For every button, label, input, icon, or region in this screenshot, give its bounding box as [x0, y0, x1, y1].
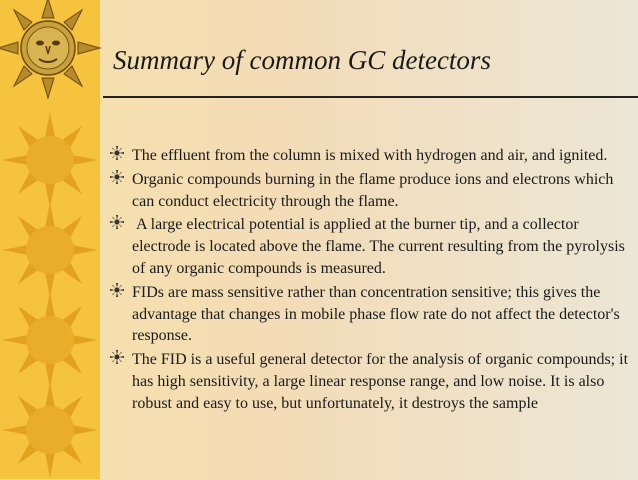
slide-title: Summary of common GC detectors [113, 45, 491, 75]
bullet-text: The effluent from the column is mixed with hydrogen and air, and ignited. [132, 147, 608, 164]
list-item [110, 214, 628, 279]
bullet-text: A large electrical potential is applied at the burner tip, and a collector electrode is located above the flame. The current resulting from the pyrolysis of any organic compounds is measured. [132, 216, 629, 277]
bullet-star-icon [110, 170, 124, 184]
bullet-star-icon [110, 215, 124, 229]
bullet-text: Organic compounds burning in the flame produce ions and electrons which can conduct electricity through the flame. [132, 170, 614, 210]
title-underline [103, 96, 638, 98]
sun-icon [0, 290, 100, 390]
bullet-star-icon [110, 283, 124, 297]
list-item [110, 282, 628, 347]
bullet-list [110, 145, 628, 417]
sun-icon [0, 380, 100, 480]
list-item [110, 349, 628, 414]
bullet-star-icon [110, 350, 124, 364]
list-item [110, 169, 628, 213]
bullet-text: The FID is a useful general detector for the analysis of organic compounds; it has high sensitivity, a large linear response range, and low noise. It is also robust and easy to use, but unfortunately, it destroys the sample [132, 351, 629, 412]
sun-icon [0, 110, 100, 210]
sun-icon [0, 200, 100, 300]
bullet-star-icon [110, 146, 124, 160]
bullet-text: FIDs are mass sensitive rather than concentration sensitive; this gives the advantage that changes in mobile phase flow rate do not affect the detector's response. [132, 283, 620, 345]
list-item [110, 145, 628, 167]
sun-face-icon [0, 0, 104, 100]
